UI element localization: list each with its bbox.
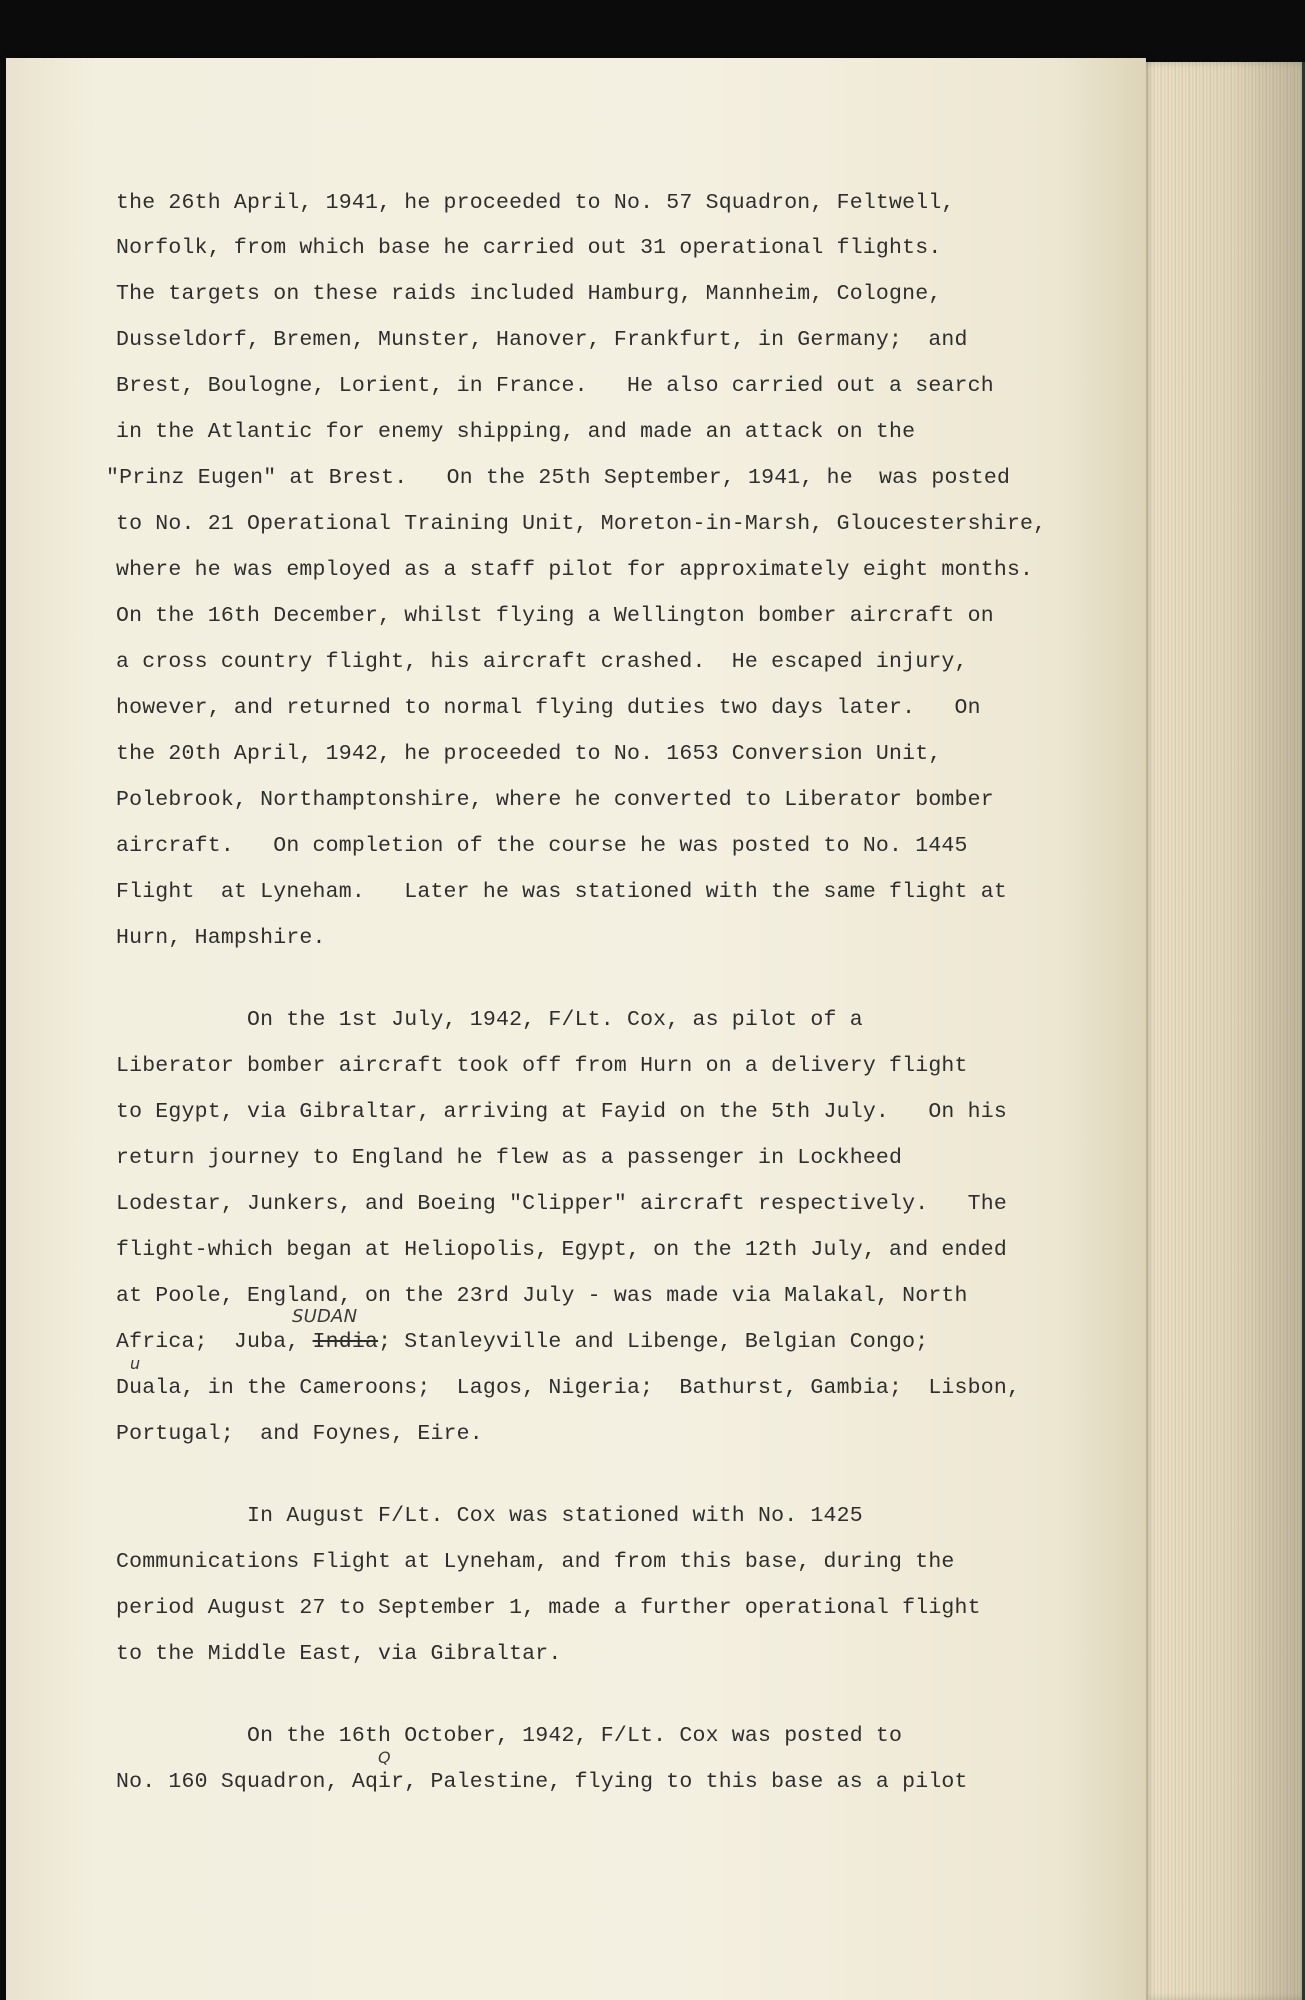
text-line-28: In August F/Lt. Cox was stationed with No. 1425	[116, 1504, 863, 1528]
text-line-2: Norfolk, from which base he carried out 31 operational flights.	[116, 236, 942, 260]
text-line-31: to the Middle East, via Gibraltar.	[116, 1642, 562, 1666]
text-line-9: where he was employed as a staff pilot for approximately eight months.	[116, 558, 1034, 582]
text-line-33: No. 160 Squadron, Aqir, Palestine, flying to this base as a pilot	[116, 1770, 968, 1794]
text-line-23: flight-which began at Heliopolis, Egypt, on the 12th July, and ended	[116, 1238, 1007, 1262]
text-line-6: in the Atlantic for enemy shipping, and made an attack on the	[116, 420, 916, 444]
text-line-3: The targets on these raids included Hamburg, Mannheim, Cologne,	[116, 282, 942, 306]
text-line-12: however, and returned to normal flying duties two days later. On	[116, 696, 981, 720]
text-line-26: Duala, in the Cameroons; Lagos, Nigeria; Bathurst, Gambia; Lisbon,	[116, 1376, 1021, 1400]
text-line-7: "Prinz Eugen" at Brest. On the 25th September, 1941, he was posted	[106, 466, 1011, 490]
text-line-21: return journey to England he flew as a passenger in Lockheed	[116, 1146, 903, 1170]
text-line-15: aircraft. On completion of the course he was posted to No. 1445	[116, 834, 968, 858]
text-line-1: the 26th April, 1941, he proceeded to No. 57 Squadron, Feltwell,	[116, 191, 955, 215]
text-line-27: Portugal; and Foynes, Eire.	[116, 1422, 483, 1446]
text-line-18: On the 1st July, 1942, F/Lt. Cox, as pilot of a	[116, 1008, 863, 1032]
handwritten-sudan: SUDAN	[292, 1306, 358, 1327]
struck-word: India	[312, 1330, 379, 1354]
text-line-16: Flight at Lyneham. Later he was stationed with the same flight at	[116, 880, 1007, 904]
text-line-14: Polebrook, Northamptonshire, where he converted to Liberator bomber	[116, 788, 994, 812]
text-line-5: Brest, Boulogne, Lorient, in France. He also carried out a search	[116, 374, 994, 398]
text-line-4: Dusseldorf, Bremen, Munster, Hanover, Frankfurt, in Germany; and	[116, 328, 968, 352]
text-line-29: Communications Flight at Lyneham, and from this base, during the	[116, 1550, 955, 1574]
handwritten-u: u	[130, 1354, 141, 1373]
text-line-25-rest: ; Stanleyville and Libenge, Belgian Congo;	[378, 1330, 929, 1354]
text-line-24: at Poole, England, on the 23rd July - was made via Malakal, North	[116, 1284, 968, 1308]
page-edges-shade	[1130, 62, 1302, 2000]
text-line-19: Liberator bomber aircraft took off from Hurn on a delivery flight	[116, 1054, 968, 1078]
typewritten-text	[6, 58, 1146, 2000]
text-line-17: Hurn, Hampshire.	[116, 926, 326, 950]
text-line-8: to No. 21 Operational Training Unit, Moreton-in-Marsh, Gloucestershire,	[116, 512, 1047, 536]
text-line-25	[116, 1330, 928, 1354]
text-line-10: On the 16th December, whilst flying a Wellington bomber aircraft on	[116, 604, 994, 628]
text-line-13: the 20th April, 1942, he proceeded to No. 1653 Conversion Unit,	[116, 742, 942, 766]
handwritten-q: Q	[378, 1748, 391, 1767]
text-line-32: On the 16th October, 1942, F/Lt. Cox was posted to	[116, 1724, 903, 1748]
document-page	[6, 58, 1146, 2000]
text-line-11: a cross country flight, his aircraft crashed. He escaped injury,	[116, 650, 968, 674]
text-line-25-start: Africa; Juba,	[116, 1330, 313, 1354]
text-line-30: period August 27 to September 1, made a further operational flight	[116, 1596, 981, 1620]
text-line-20: to Egypt, via Gibraltar, arriving at Fayid on the 5th July. On his	[116, 1100, 1007, 1124]
text-line-22: Lodestar, Junkers, and Boeing "Clipper" aircraft respectively. The	[116, 1192, 1007, 1216]
